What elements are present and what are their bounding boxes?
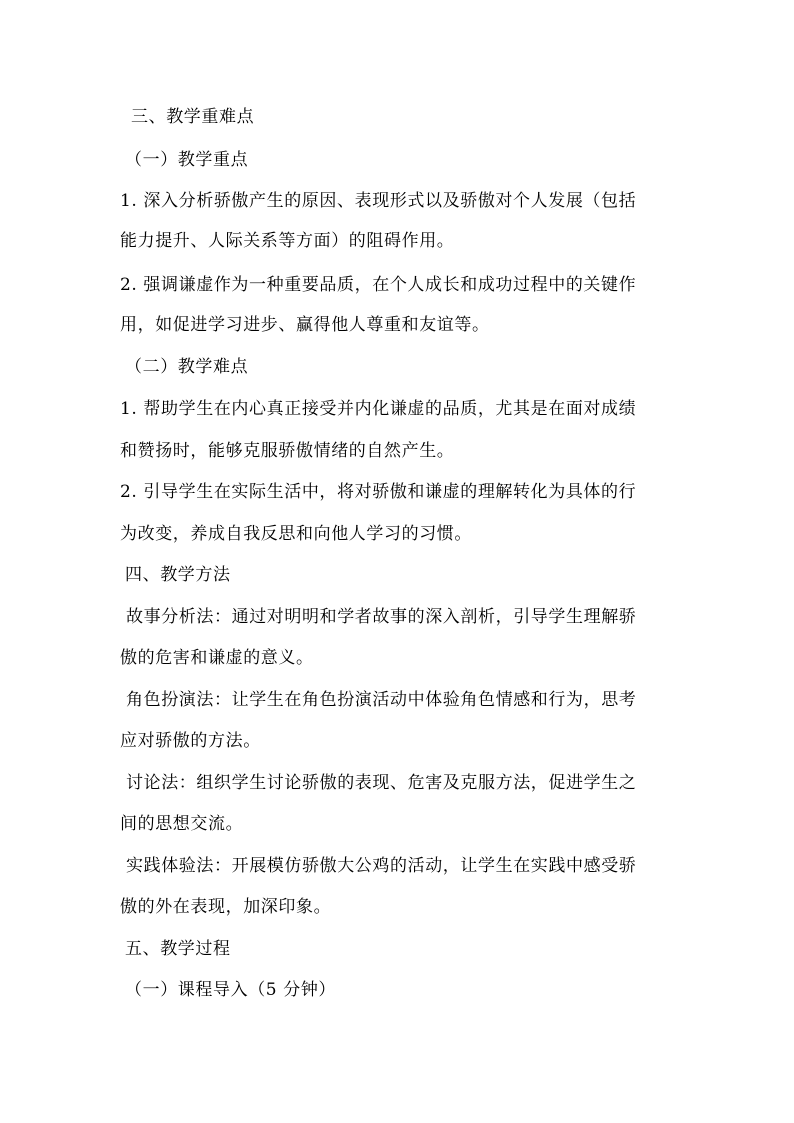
method-story-line-2: 傲的危害和谦虚的意义。: [120, 648, 314, 668]
method-discussion-line-2: 间的思想交流。: [120, 814, 244, 834]
method-practice-line-2: 傲的外在表现，加深印象。: [120, 897, 332, 917]
key-point-2-line-2: 用，如促进学习进步、赢得他人尊重和友谊等。: [120, 315, 490, 335]
section-heading-teaching-methods: 四、教学方法: [125, 565, 231, 585]
method-roleplay-line-2: 应对骄傲的方法。: [120, 731, 261, 751]
difficulty-1-line-2: 和赞扬时，能够克服骄傲情绪的自然产生。: [120, 441, 455, 461]
subheading-key-points: （一）教学重点: [125, 150, 249, 170]
subheading-course-intro: （一）课程导入（5 分钟）: [125, 980, 337, 1000]
difficulty-2-line-2: 为改变，养成自我反思和向他人学习的习惯。: [120, 524, 472, 544]
subheading-difficulties: （二）教学难点: [125, 357, 249, 377]
method-discussion-line-1: 讨论法：组织学生讨论骄傲的表现、危害及克服方法，促进学生之: [126, 773, 637, 793]
difficulty-2-line-1: 2. 引导学生在实际生活中，将对骄傲和谦虚的理解转化为具体的行: [120, 482, 637, 502]
key-point-1-line-2: 能力提升、人际关系等方面）的阻碍作用。: [120, 231, 455, 251]
section-heading-teaching-focus: 三、教学重难点: [131, 107, 255, 127]
section-heading-teaching-process: 五、教学过程: [125, 939, 231, 959]
key-point-2-line-1: 2. 强调谦虚作为一种重要品质，在个人成长和成功过程中的关键作: [120, 275, 637, 295]
difficulty-1-line-1: 1. 帮助学生在内心真正接受并内化谦虚的品质，尤其是在面对成绩: [120, 399, 637, 419]
method-roleplay-line-1: 角色扮演法：让学生在角色扮演活动中体验角色情感和行为，思考: [126, 690, 637, 710]
key-point-1-line-1: 1. 深入分析骄傲产生的原因、表现形式以及骄傲对个人发展（包括: [120, 191, 637, 211]
method-practice-line-1: 实践体验法：开展模仿骄傲大公鸡的活动，让学生在实践中感受骄: [126, 856, 637, 876]
method-story-line-1: 故事分析法：通过对明明和学者故事的深入剖析，引导学生理解骄: [126, 607, 637, 627]
